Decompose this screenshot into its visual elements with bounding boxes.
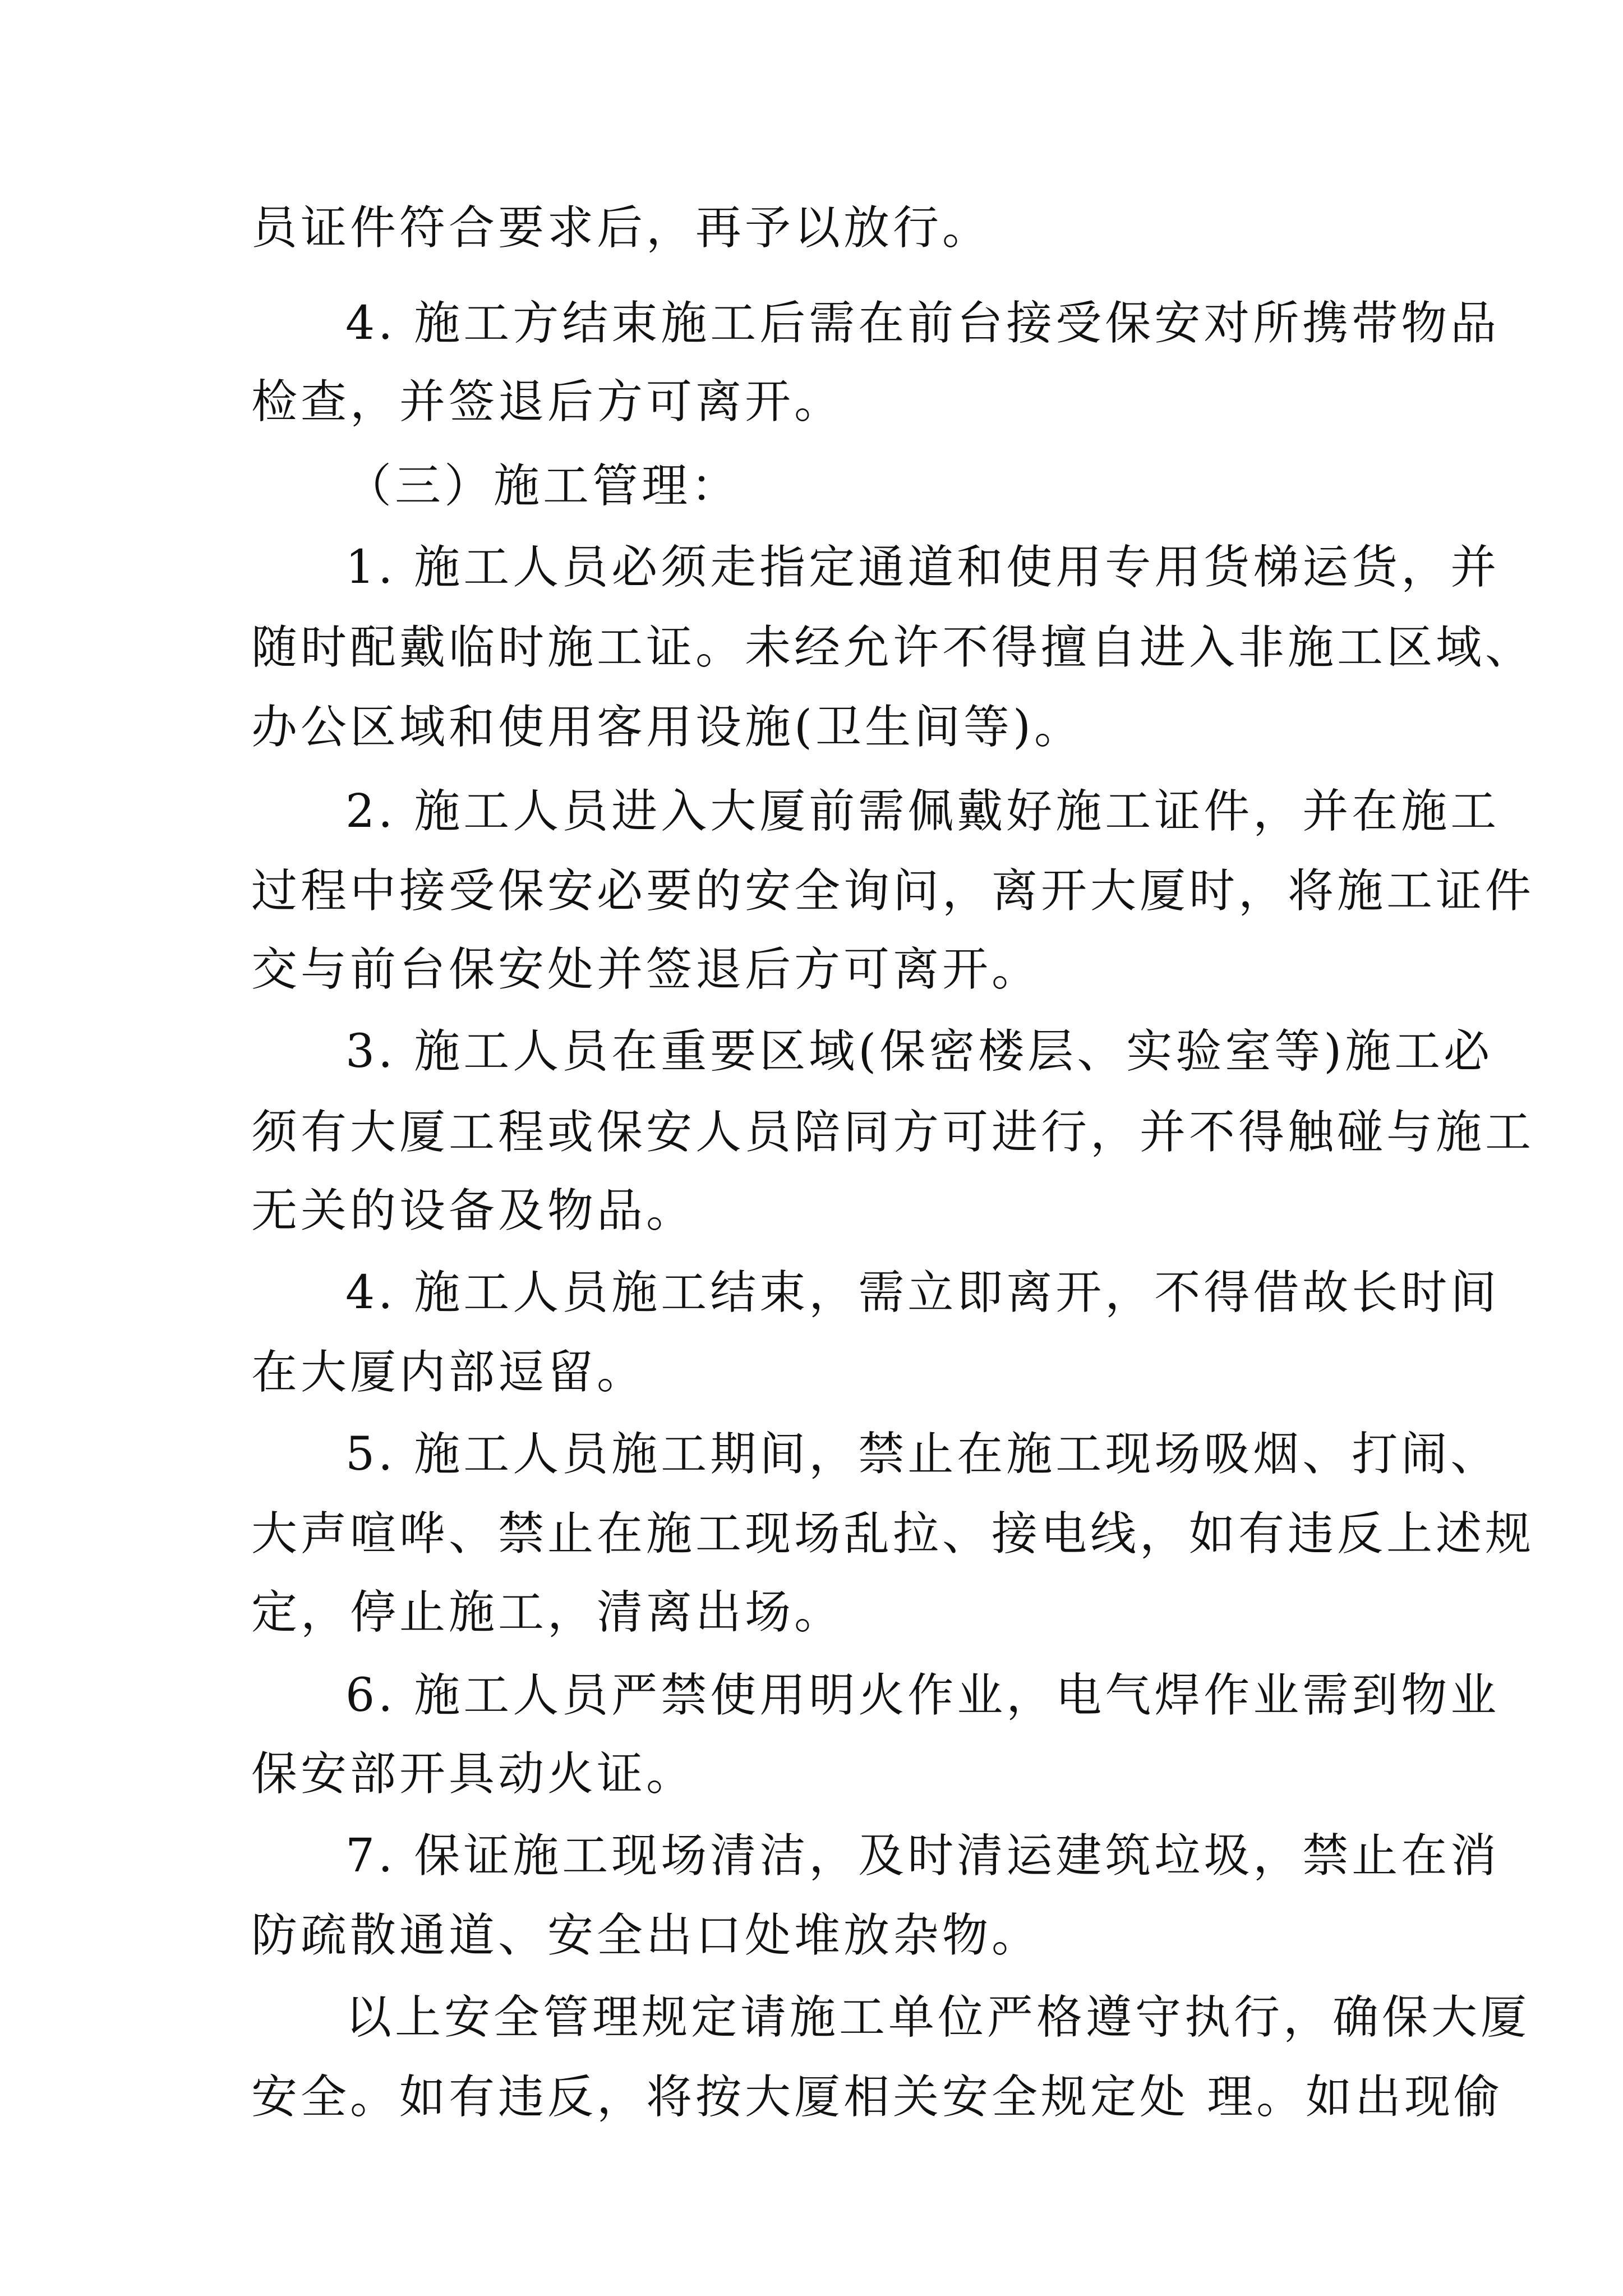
text-line: 在大厦内部逗留。 xyxy=(251,1346,647,1399)
section-heading: （三）施工管理： xyxy=(345,459,741,513)
text-line: 检查，并签退后方可离开。 xyxy=(251,375,844,429)
text-line: 2. 施工人员进入大厦前需佩戴好施工证件，并在施工 xyxy=(345,785,1500,838)
text-line: 保安部开具动火证。 xyxy=(251,1747,696,1801)
text-line: 5. 施工人员施工期间，禁止在施工现场吸烟、打闹、 xyxy=(345,1428,1500,1481)
text-line: 员证件符合要求后，再予以放行。 xyxy=(251,201,992,255)
text-line: 过程中接受保安必要的安全询问，离开大厦时，将施工证件 xyxy=(251,864,1535,918)
text-line: 6. 施工人员严禁使用明火作业，电气焊作业需到物业 xyxy=(345,1669,1500,1722)
text-line: 4. 施工人员施工结束，需立即离开，不得借故长时间 xyxy=(345,1266,1500,1319)
text-line: 1. 施工人员必须走指定通道和使用专用货梯运货，并 xyxy=(345,541,1500,594)
text-line: 7. 保证施工现场清洁，及时清运建筑垃圾，禁止在消 xyxy=(345,1829,1500,1883)
text-line: 3. 施工人员在重要区域(保密楼层、实验室等)施工必 xyxy=(345,1025,1493,1078)
text-line: 办公区域和使用客用设施(卫生间等)。 xyxy=(251,701,1083,754)
text-line: 交与前台保安处并签退后方可离开。 xyxy=(251,943,1041,996)
text-line: 4. 施工方结束施工后需在前台接受保安对所携带物品 xyxy=(345,297,1500,350)
text-line: 须有大厦工程或保安人员陪同方可进行，并不得触碰与施工 xyxy=(251,1106,1535,1159)
text-line: 定，停止施工，清离出场。 xyxy=(251,1586,844,1639)
text-line: 防疏散通道、安全出口处堆放杂物。 xyxy=(251,1909,1041,1962)
text-line: 安全。如有违反，将按大厦相关安全规定处 理。如出现偷 xyxy=(251,2070,1504,2124)
text-line: 大声喧哗、禁止在施工现场乱拉、接电线，如有违反上述规 xyxy=(251,1507,1535,1561)
text-line: 无关的设备及物品。 xyxy=(251,1184,696,1237)
text-line: 以上安全管理规定请施工单位严格遵守执行，确保大厦 xyxy=(345,1991,1530,2044)
text-line: 随时配戴临时施工证。未经允许不得擅自进入非施工区域、 xyxy=(251,621,1535,674)
